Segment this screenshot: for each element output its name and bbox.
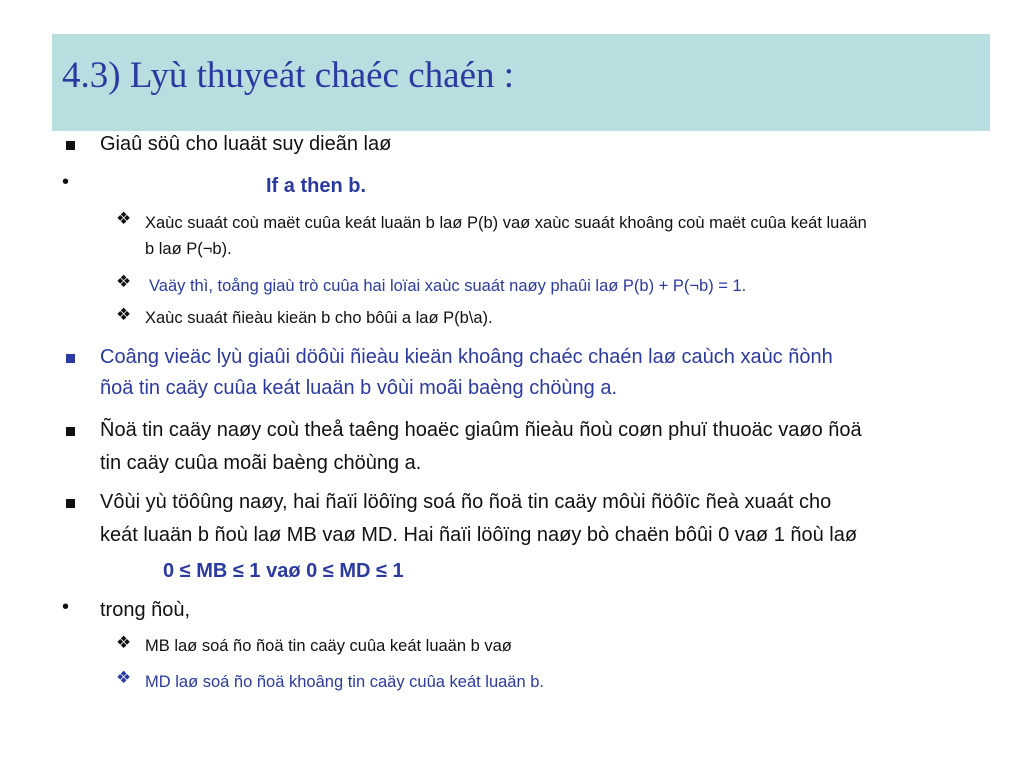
square-bullet-icon (66, 137, 75, 155)
rule-text: If a then b. (266, 175, 366, 197)
sub-bullet-text: Xaùc suaát coù maët cuûa keát luaän b laø P(b) vaø xaùc suaát khoâng coù maët cuûa keát luaän (145, 214, 867, 232)
bullet-text: Coâng vieäc lyù giaûi döôùi ñieàu kieän khoâng chaéc chaén laø caùch xaùc ñònh (100, 346, 833, 368)
dot-bullet-icon: • (62, 171, 70, 193)
bullet-text-continuation: keát luaän b ñoù laø MB vaø MD. Hai ñaïi löôïng naøy bò chaën bôûi 0 vaø 1 ñoù laø (100, 524, 858, 546)
diamond-bullet-icon: ❖ (116, 209, 132, 228)
square-bullet-icon (66, 423, 75, 441)
diamond-bullet-icon: ❖ (116, 633, 132, 652)
bullet-text: Vôùi yù töôûng naøy, hai ñaïi löôïng soá ño ñoä tin caäy môùi ñöôïc ñeà xuaát cho (100, 491, 832, 513)
bullet-text-continuation: ñoä tin caäy cuûa keát luaän b vôùi moãi baèng chöùng a. (100, 377, 618, 399)
sub-bullet-text-continuation: b laø P(¬b). (145, 240, 232, 258)
slide-title: 4.3) Lyù thuyeát chaéc chaén : (62, 55, 515, 96)
square-bullet-icon (66, 350, 75, 368)
dot-bullet-icon: • (62, 596, 70, 618)
sub-bullet-text: Xaùc suaát ñieàu kieän b cho bôûi a laø P(b\a). (145, 309, 493, 327)
square-bullet-icon (66, 495, 75, 513)
diamond-bullet-icon: ❖ (116, 305, 132, 324)
bullet-text: Ñoä tin caäy naøy coù theå taêng hoaëc giaûm ñieàu ñoù coøn phuï thuoäc vaøo ñoä (100, 419, 862, 441)
diamond-bullet-icon: ❖ (116, 272, 132, 291)
bullet-text: trong ñoù, (100, 599, 191, 621)
bullet-text: Giaû söû cho luaät suy dieãn laø (100, 133, 392, 155)
sub-bullet-text: MB laø soá ño ñoä tin caäy cuûa keát luaän b vaø (145, 637, 512, 655)
sub-bullet-text: Vaäy thì, toång giaù trò cuûa hai loïai xaùc suaát naøy phaûi laø P(b) + P(¬b) = 1. (149, 277, 747, 295)
inequality-formula: 0 ≤ MB ≤ 1 vaø 0 ≤ MD ≤ 1 (163, 560, 404, 582)
sub-bullet-text: MD laø soá ño ñoä khoâng tin caäy cuûa keát luaän b. (145, 673, 545, 691)
diamond-bullet-icon: ❖ (116, 668, 132, 687)
bullet-text-continuation: tin caäy cuûa moãi baèng chöùng a. (100, 452, 422, 474)
